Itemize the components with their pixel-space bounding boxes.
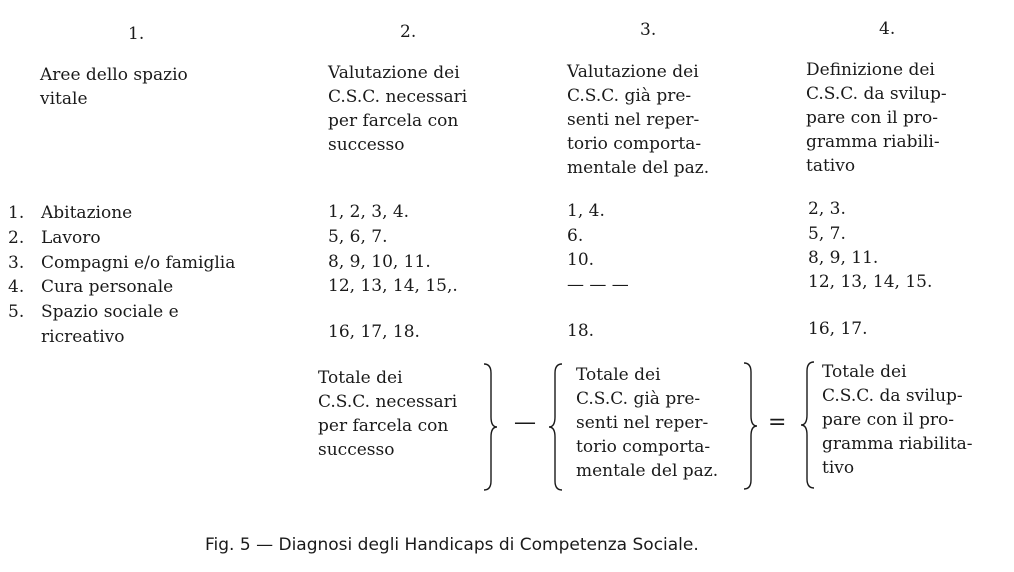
header-line: per farcela con [328,111,459,131]
row-col4-value: 5, 7. [808,224,846,244]
row-area-continued: ricreativo [41,327,125,347]
summary-line: per farcela con [318,416,449,436]
row-col2-value: 12, 13, 14, 15,. [328,276,458,296]
summary-line: Totale dei [318,368,403,388]
right-brace-icon [482,363,498,491]
summary-line: Totale dei [576,365,661,385]
row-col3-value: 6. [567,226,584,246]
figure-caption: Fig. 5 — Diagnosi degli Handicaps di Competenza Sociale. [205,535,699,555]
header-line: gramma riabili- [806,132,940,152]
row-col2-value: 8, 9, 10, 11. [328,252,431,272]
left-brace-icon [800,361,816,489]
column-header-1 [40,63,188,111]
summary-line: C.S.C. necessari [318,392,458,412]
row-col4-value: 2, 3. [808,199,846,219]
row-area: Lavoro [41,228,101,248]
summary-total-4 [822,360,973,480]
header-line: C.S.C. già pre- [567,86,692,106]
summary-line: C.S.C. già pre- [576,389,701,409]
header-line: Aree dello spazio [40,65,188,85]
summary-total-3 [576,363,718,483]
summary-line: successo [318,440,395,460]
header-line: C.S.C. necessari [328,87,468,107]
row-col4-value: 12, 13, 14, 15. [808,272,933,292]
header-line: Valutazione dei [328,63,460,83]
row-col3-value: — — — [567,275,629,295]
header-line: Valutazione dei [567,62,699,82]
row-col3-value: 10. [567,250,595,270]
row-area: Compagni e/o famiglia [41,253,236,273]
header-line: pare con il pro- [806,108,938,128]
column-number-2: 2. [400,22,417,42]
summary-line: senti nel reper- [576,413,709,433]
row-index: 3. [8,253,25,273]
header-line: successo [328,135,405,155]
row-col2-value: 5, 6, 7. [328,227,388,247]
header-line: vitale [40,89,88,109]
row-area: Abitazione [41,203,133,223]
row-area: Spazio sociale e [41,302,179,322]
summary-line: pare con il pro- [822,410,954,430]
column-header-3 [567,60,709,180]
header-line: Definizione dei [806,60,935,80]
header-line: senti nel reper- [567,110,700,130]
row-col2-value: 16, 17, 18. [328,322,420,342]
summary-line: mentale del paz. [576,461,719,481]
header-line: tativo [806,156,856,176]
row-area: Cura personale [41,277,174,297]
summary-line: C.S.C. da svilup- [822,386,963,406]
minus-sign: — [514,410,536,435]
column-header-2 [328,61,467,157]
row-index: 4. [8,277,25,297]
left-brace-icon [548,363,564,491]
summary-line: gramma riabilita- [822,434,973,454]
row-col4-value: 8, 9, 11. [808,248,879,268]
column-number-1: 1. [128,24,145,44]
header-line: C.S.C. da svilup- [806,84,947,104]
equals-sign: = [768,410,787,435]
header-line: torio comporta- [567,134,702,154]
row-col3-value: 1, 4. [567,201,605,221]
summary-line: Totale dei [822,362,907,382]
row-index: 2. [8,228,25,248]
column-number-3: 3. [640,20,657,40]
row-col3-value: 18. [567,321,595,341]
summary-total-2 [318,366,457,462]
row-index: 1. [8,203,25,223]
column-number-4: 4. [879,19,896,39]
right-brace-icon [742,362,758,490]
summary-line: tivo [822,458,855,478]
header-line: mentale del paz. [567,158,710,178]
column-header-4 [806,58,947,178]
summary-line: torio comporta- [576,437,711,457]
row-col4-value: 16, 17. [808,319,868,339]
row-col2-value: 1, 2, 3, 4. [328,202,410,222]
row-index: 5. [8,302,25,322]
